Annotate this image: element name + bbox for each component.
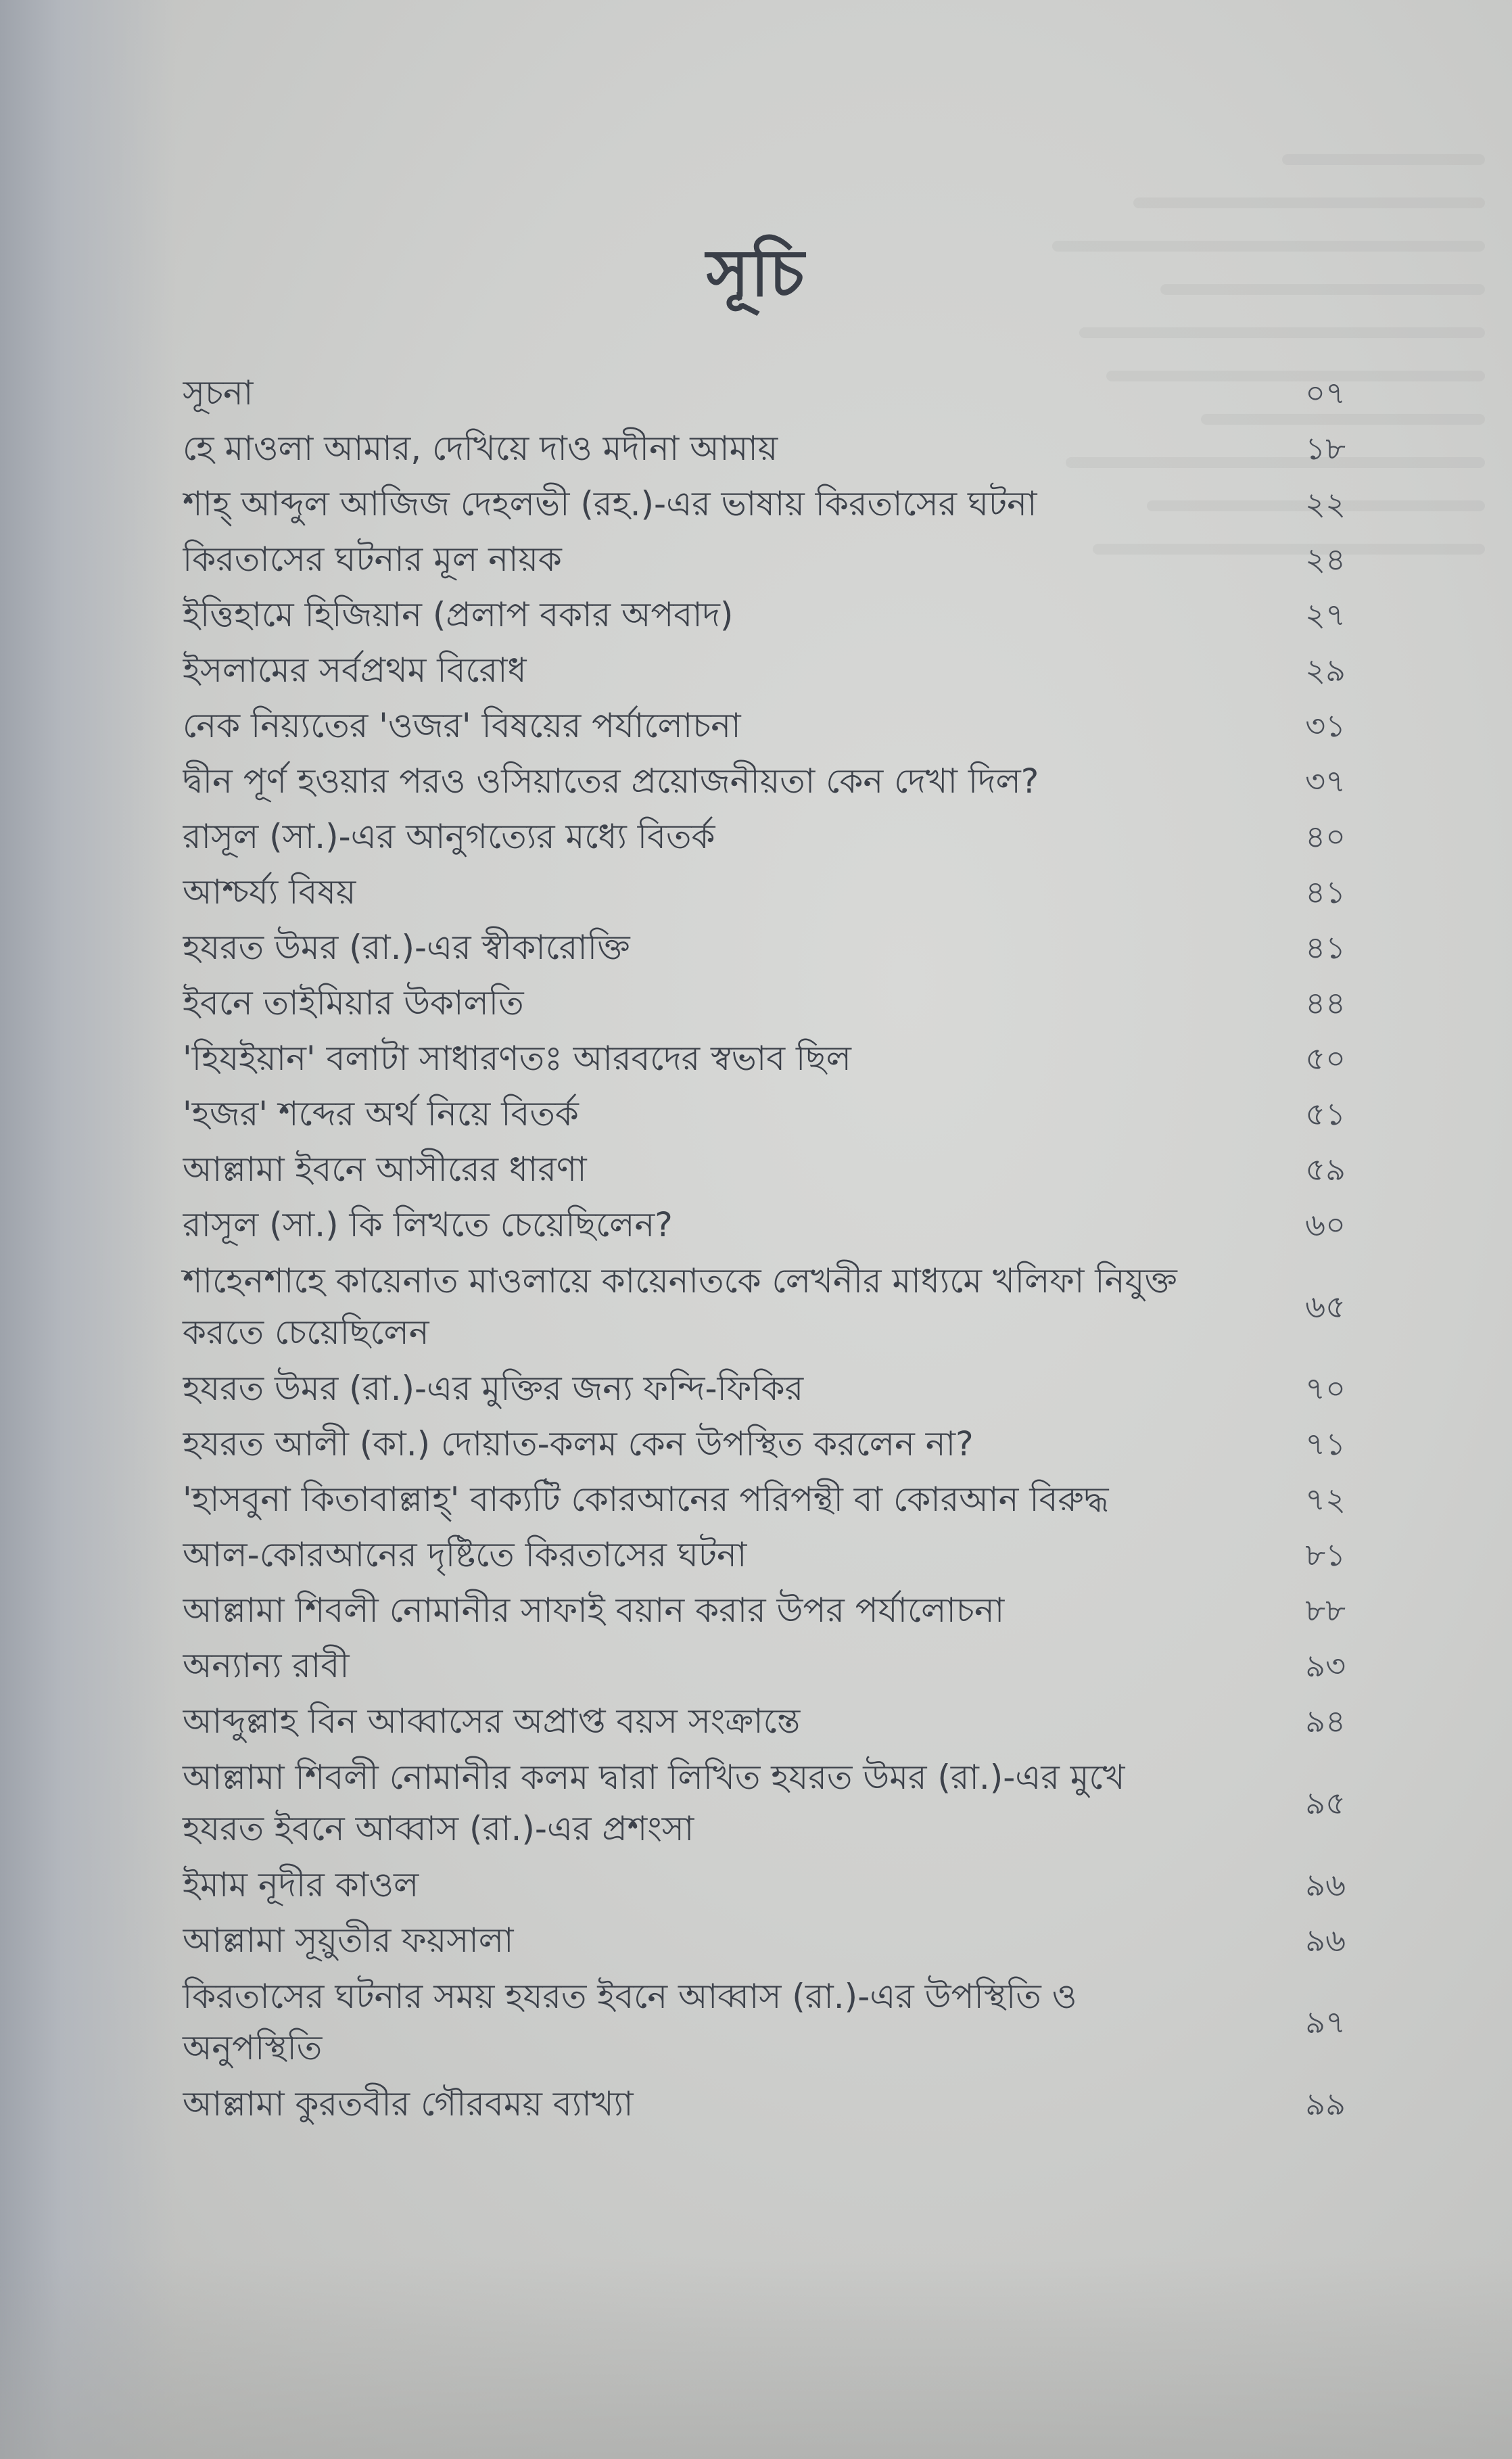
toc-entry-title: শাহেনশাহে কায়েনাত মাওলায়ে কায়েনাতকে লেখনীর মাধ্যমে খলিফা নিযুক্ত করতে চেয়েছিলেন — [183, 1261, 1177, 1352]
toc-entry-page-number: ০৭ — [1305, 375, 1346, 411]
toc-entry — [183, 753, 1346, 809]
toc-entry-page-number: ৭০ — [1305, 1370, 1346, 1407]
toc-entry — [183, 1527, 1346, 1583]
toc-entry-title: নেক নিয়্যতের 'ওজর' বিষয়ের পর্যালোচনা — [183, 706, 741, 745]
toc-entry-page-number: ৩১ — [1305, 707, 1346, 744]
toc-entry-page-number: ৭২ — [1305, 1481, 1346, 1518]
toc-entry — [183, 1472, 1346, 1527]
toc-entry — [183, 920, 1346, 975]
toc-entry-page-number: ৫১ — [1305, 1096, 1346, 1132]
toc-entry-page-number: ৯৪ — [1305, 1703, 1346, 1739]
toc-entry — [183, 2076, 1346, 2132]
toc-entry-title: কিরতাসের ঘটনার মূল নায়ক — [183, 540, 562, 579]
toc-entry — [183, 1638, 1346, 1693]
toc-entry-title: আব্দুল্লাহ বিন আব্বাসের অপ্রাপ্ত বয়স সংক্রান্তে — [183, 1702, 801, 1741]
toc-entry-page-number: ৩৭ — [1305, 763, 1346, 799]
page-gutter-shadow — [0, 0, 176, 2459]
toc-entry-page-number: ৯৬ — [1305, 1922, 1346, 1959]
toc-entry-title: আল্লামা কুরতবীর গৌরবময় ব্যাখ্যা — [183, 2084, 634, 2124]
toc-entry — [183, 421, 1346, 476]
toc-entry — [183, 1255, 1346, 1358]
toc-entry-title: আল্লামা সূয়ুতীর ফয়সালা — [183, 1921, 514, 1960]
toc-entry-title: 'হিযইয়ান' বলাটা সাধারণতঃ আরবদের স্বভাব ছিল — [183, 1039, 851, 1078]
toc-entry — [183, 1142, 1346, 1197]
page-title: সূচি — [706, 235, 806, 311]
toc-entry-title: রাসূল (সা.) কি লিখতে চেয়েছিলেন? — [183, 1205, 673, 1244]
toc-entry-title: রাসূল (সা.)-এর আনুগত্যের মধ্যে বিতর্ক — [183, 817, 715, 856]
toc-entry — [183, 975, 1346, 1031]
toc-entry-page-number: ২৭ — [1305, 596, 1346, 633]
toc-entry — [183, 1197, 1346, 1252]
toc-entry — [183, 809, 1346, 864]
toc-entry-page-number: ৬৫ — [1305, 1288, 1346, 1325]
toc-entry-page-number: ৮১ — [1305, 1537, 1346, 1573]
toc-entry — [183, 1583, 1346, 1638]
toc-entry-title: আশ্চর্য্য বিষয় — [183, 872, 356, 912]
toc-entry — [183, 1361, 1346, 1416]
toc-entry-title: হযরত উমর (রা.)-এর মুক্তির জন্য ফন্দি-ফিকির — [183, 1369, 804, 1408]
toc-entry-page-number: ৯৬ — [1305, 1867, 1346, 1903]
page-vignette — [0, 2256, 1512, 2459]
toc-entry-title: 'হাসবুনা কিতাবাল্লাহ্' বাক্যটি কোরআনের পরিপন্থী বা কোরআন বিরুদ্ধ — [183, 1480, 1109, 1519]
toc-entry-page-number: ৭১ — [1305, 1426, 1346, 1462]
toc-entry-page-number: ১৮ — [1305, 430, 1346, 467]
toc-entry — [183, 1416, 1346, 1472]
toc-entry — [183, 698, 1346, 753]
toc-entry-page-number: ৪০ — [1305, 818, 1346, 855]
toc-entry-title: দ্বীন পূর্ণ হওয়ার পরও ওসিয়াতের প্রয়োজনীয়তা কেন দেখা দিল? — [183, 762, 1039, 801]
toc-entry-page-number: ৪১ — [1305, 929, 1346, 966]
toc-entry — [183, 1086, 1346, 1142]
toc-entry-page-number: ৫০ — [1305, 1040, 1346, 1077]
toc-entry — [183, 365, 1346, 421]
toc-entry — [183, 1031, 1346, 1086]
toc-entry — [183, 1857, 1346, 1913]
toc-entry-title: শাহ্ আব্দুল আজিজ দেহলভী (রহ.)-এর ভাষায় কিরতাসের ঘটনা — [183, 484, 1037, 523]
toc-entry — [183, 587, 1346, 642]
toc-entry-page-number: ৪৪ — [1305, 985, 1346, 1021]
toc-entry — [183, 1971, 1346, 2074]
toc-entry-page-number: ২২ — [1305, 486, 1346, 522]
toc-entry — [183, 642, 1346, 698]
toc-entry-title: 'হজর' শব্দের অর্থ নিয়ে বিতর্ক — [183, 1094, 579, 1133]
toc-entry-title: হযরত উমর (রা.)-এর স্বীকারোক্তি — [183, 928, 630, 967]
toc-entry — [183, 476, 1346, 532]
toc-entry-page-number: ৯৭ — [1305, 2004, 1346, 2040]
toc-entry-page-number: ৫৯ — [1305, 1151, 1346, 1188]
toc-entry-page-number: ৯৩ — [1305, 1647, 1346, 1684]
toc-entry-title: আল্লামা শিবলী নোমানীর কলম দ্বারা লিখিত হযরত উমর (রা.)-এর মুখে হযরত ইবনে আব্বাস (রা.)-এর প্রশংসা — [183, 1758, 1125, 1848]
toc-entry-page-number: ৮৮ — [1305, 1592, 1346, 1629]
toc-entry-page-number: ৯৯ — [1305, 2086, 1346, 2122]
toc-entry-title: আল-কোরআনের দৃষ্টিতে কিরতাসের ঘটনা — [183, 1535, 747, 1574]
toc-entry — [183, 1693, 1346, 1749]
toc-entry-page-number: ৪১ — [1305, 874, 1346, 910]
toc-entry — [183, 1913, 1346, 1968]
toc-entry — [183, 532, 1346, 587]
toc-entry-page-number: ২৪ — [1305, 541, 1346, 578]
toc-entry-title: আল্লামা শিবলী নোমানীর সাফাই বয়ান করার উপর পর্যালোচনা — [183, 1591, 1005, 1630]
toc-entry-title: আল্লামা ইবনে আসীরের ধারণা — [183, 1150, 587, 1189]
toc-entry-title: হে মাওলা আমার, দেখিয়ে দাও মদীনা আমায় — [183, 429, 778, 468]
toc-entry-title: সূচনা — [183, 373, 254, 413]
toc-entry-title: ইমাম নূদীর কাওল — [183, 1865, 419, 1904]
toc-entry-page-number: ২৯ — [1305, 652, 1346, 688]
toc-entry-title: ইত্তিহামে হিজিয়ান (প্রলাপ বকার অপবাদ) — [183, 595, 734, 634]
table-of-contents — [183, 365, 1346, 2132]
toc-entry-title: কিরতাসের ঘটনার সময় হযরত ইবনে আব্বাস (রা.)-এর উপস্থিতি ও অনুপস্থিতি — [183, 1977, 1077, 2067]
toc-entry-title: অন্যান্য রাবী — [183, 1646, 350, 1685]
toc-entry — [183, 864, 1346, 920]
toc-entry-title: ইসলামের সর্বপ্রথম বিরোধ — [183, 651, 527, 690]
toc-entry-title: ইবনে তাইমিয়ার উকালতি — [183, 983, 524, 1023]
toc-entry-page-number: ৬০ — [1305, 1207, 1346, 1243]
toc-entry — [183, 1752, 1346, 1854]
toc-entry-title: হযরত আলী (কা.) দোয়াত-কলম কেন উপস্থিত করলেন না? — [183, 1424, 974, 1463]
toc-entry-page-number: ৯৫ — [1305, 1785, 1346, 1821]
